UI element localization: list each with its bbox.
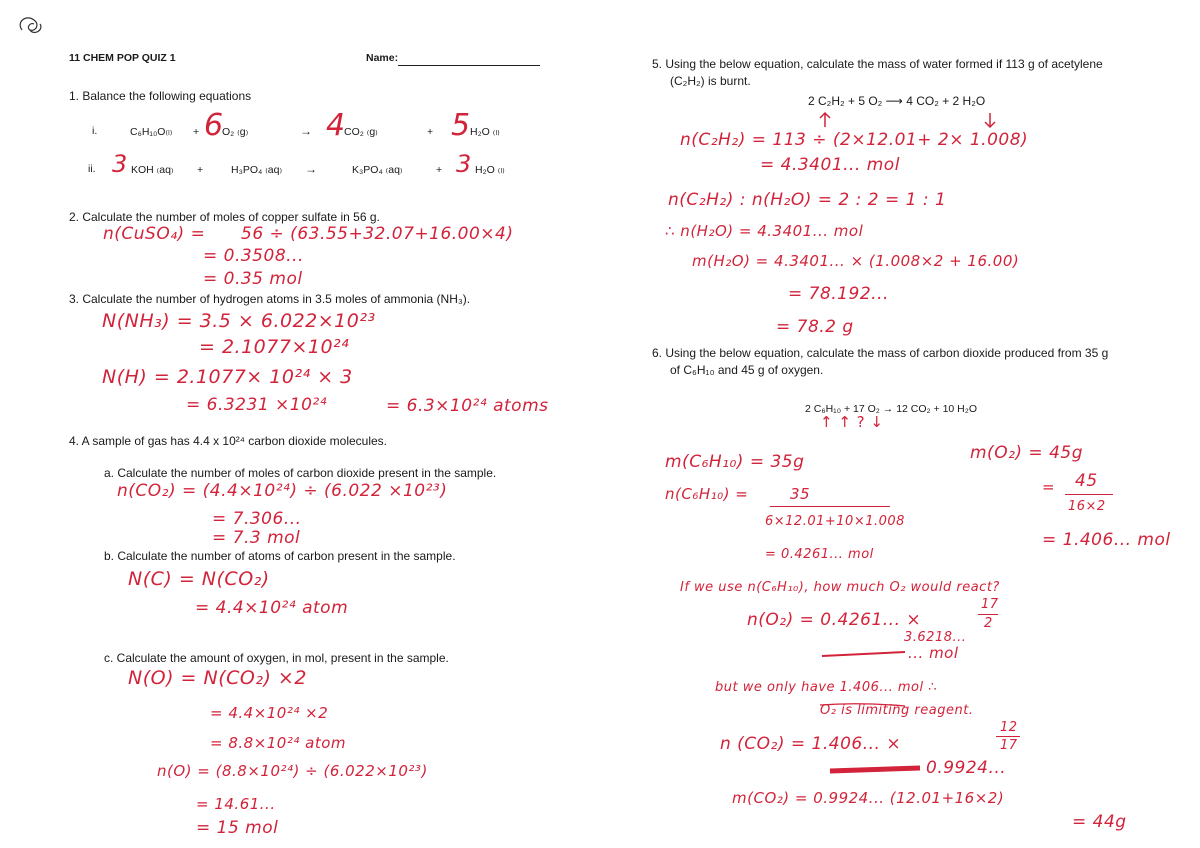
q6-work-line: m(O₂) = 45g [970,443,1083,463]
fraction-bar [996,736,1020,737]
coefficient-h2o: 5 [451,108,471,143]
reactant-koh: KOH ₍aq₎ [131,164,174,176]
q6-work-line: ... mol [908,644,959,662]
q4a-prompt: a. Calculate the number of moles of carbon dioxide present in the sample. [104,466,497,480]
q6-equation: 2 C₆H₁₀ + 17 O₂ → 12 CO₂ + 10 H₂O [805,403,978,415]
coefficient-koh: 3 [112,150,128,178]
q4c-work-line: = 15 mol [196,818,279,838]
product-h2o: H₂O ₍ₗ₎ [470,126,500,138]
plus-sign: + [193,126,200,138]
reaction-arrow: → [300,124,312,138]
q5-equation: 2 C₂H₂ + 5 O₂ ⟶ 4 CO₂ + 2 H₂O [808,94,986,108]
q4c-work-line: = 4.4×10²⁴ ×2 [210,704,329,722]
coefficient-h2o: 3 [456,150,472,178]
product-co2: CO₂ ₍g₎ [344,126,378,138]
q3-work-line: = 6.3×10²⁴ atoms [386,396,549,416]
q4-prompt: 4. A sample of gas has 4.4 x 10²⁴ carbon dioxide molecules. [69,434,388,448]
q6-work-line: 16×2 [1068,499,1106,514]
q6-work-line: 3.6218... [904,630,967,645]
q5-work-line: = 78.2 g [776,317,854,337]
q6-work-line: 17 [1000,738,1018,753]
q4c-work-line: n(O) = (8.8×10²⁴) ÷ (6.022×10²³) [157,762,428,780]
q5-work-line: = 78.192... [788,284,889,304]
q2-work-line: = 0.3508... [203,246,304,266]
name-label: Name: [366,52,399,64]
q3-work-line: = 2.1077×10²⁴ [199,336,350,358]
q4c-work-line: N(O) = N(CO₂) ×2 [128,667,307,689]
q5-prompt-cont: (C₂H₂) is burnt. [670,74,751,88]
q6-work-line: 45 [1075,471,1098,491]
q6-work-line: but we only have 1.406... mol ∴ [715,680,938,695]
strikethrough-mark [830,768,920,771]
q6-work-line: = 0.4261... mol [765,547,874,562]
q6-work-line: 2 [984,616,993,631]
q4b-work-line: = 4.4×10²⁴ atom [195,598,349,618]
q4a-work-line: = 7.306... [212,509,302,529]
q6-work-line: 35 [790,485,811,503]
q6-work-line: m(C₆H₁₀) = 35g [665,452,805,472]
q6-work-line: 0.9924... [926,758,1007,778]
q1-prompt: 1. Balance the following equations [69,89,252,103]
q2-work-line: 56 ÷ (63.55+32.07+16.00×4) [241,224,514,244]
q6-work-line: m(CO₂) = 0.9924... (12.01+16×2) [732,789,1005,807]
product-h2o: H₂O ₍ₗ₎ [475,164,505,176]
q6-work-line: 6×12.01+10×1.008 [765,514,905,529]
fraction-bar [770,506,890,507]
q4b-work-line: N(C) = N(CO₂) [128,568,270,590]
fraction-bar [1065,494,1113,495]
q4c-work-line: = 14.61... [196,795,276,813]
q6-equation-marks: ↑ ↑ ? ↓ [820,413,884,431]
q3-work-line: = 6.3231 ×10²⁴ [186,395,328,415]
q4b-prompt: b. Calculate the number of atoms of carbon present in the sample. [104,549,456,563]
q6-work-line: If we use n(C₆H₁₀), how much O₂ would react? [680,580,1000,595]
q3-work-line: N(NH₃) = 3.5 × 6.022×10²³ [102,310,376,332]
q5-work-line: = 4.3401... mol [760,155,900,175]
plus-sign: + [436,164,443,176]
reactant-o2: O₂ ₍g₎ [222,126,249,138]
q4c-work-line: = 8.8×10²⁴ atom [210,734,347,752]
up-arrow-mark [820,113,830,127]
fraction-bar [978,614,998,615]
corner-doodle-icon [20,18,41,33]
q5-work-line: m(H₂O) = 4.3401... × (1.008×2 + 16.00) [692,252,1020,270]
strikethrough-mark [822,652,905,656]
q6-work-line: n(C₆H₁₀) = [665,485,749,503]
q5-work-line: n(C₂H₂) : n(H₂O) = 2 : 2 = 1 : 1 [668,190,947,210]
q5-prompt: 5. Using the below equation, calculate the mass of water formed if 113 g of acetylene [652,57,1103,71]
plus-sign: + [427,126,434,138]
down-arrow-mark [985,113,995,127]
q2-prompt: 2. Calculate the number of moles of copper sulfate in 56 g. [69,210,380,224]
plus-sign: + [197,164,204,176]
q5-work-line: n(C₂H₂) = 113 ÷ (2×12.01+ 2× 1.008) [680,130,1029,150]
q5-work-line: ∴ n(H₂O) = 4.3401... mol [665,222,864,240]
equation-ii-number: ii. [88,163,96,175]
name-underline [398,65,540,66]
q4c-prompt: c. Calculate the amount of oxygen, in mol, present in the sample. [104,651,449,665]
product-k3po4: K₃PO₄ ₍aq₎ [352,164,403,176]
q6-work-line: 12 [1000,720,1018,735]
q6-work-line: 17 [981,597,999,612]
q3-prompt: 3. Calculate the number of hydrogen atoms in 3.5 moles of ammonia (NH₃). [69,292,471,306]
q2-work-line: n(CuSO₄) = [103,224,206,244]
coefficient-o2: 6 [204,108,224,143]
q6-work-line: = [1042,478,1056,496]
reactant-c6h10o: C₆H₁₀O₍ₗ₎ [130,126,173,138]
q6-prompt-cont: of C₆H₁₀ and 45 g of oxygen. [670,363,824,377]
q6-prompt: 6. Using the below equation, calculate the mass of carbon dioxide produced from 35 g [652,346,1109,360]
q3-work-line: N(H) = 2.1077× 10²⁴ × 3 [102,366,353,388]
q6-final-answer: = 44g [1072,812,1127,832]
q2-work-line: = 0.35 mol [203,269,303,289]
q6-work-line: = 1.406... mol [1042,530,1171,550]
q4a-work-line: = 7.3 mol [212,528,301,548]
q6-work-line: n(O₂) = 0.4261... × [747,610,922,630]
coefficient-co2: 4 [326,108,346,143]
q4a-work-line: n(CO₂) = (4.4×10²⁴) ÷ (6.022 ×10²³) [117,481,448,501]
q6-work-line: O₂ is limiting reagent. [820,703,974,718]
q6-work-line: n (CO₂) = 1.406... × [720,734,902,754]
reactant-h3po4: H₃PO₄ ₍aq₎ [231,164,283,176]
reaction-arrow: → [305,162,317,176]
equation-i-number: i. [92,125,98,137]
quiz-title: 11 CHEM POP QUIZ 1 [69,52,176,64]
